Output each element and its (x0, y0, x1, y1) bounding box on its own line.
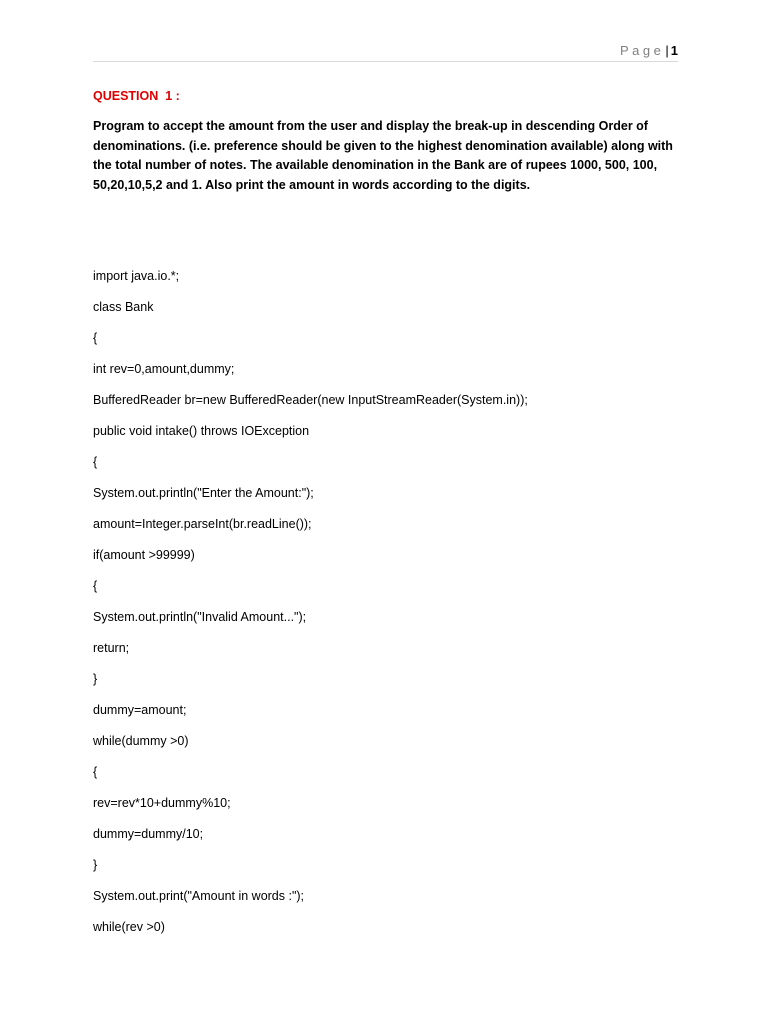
code-line: import java.io.*; (93, 269, 180, 283)
code-line: { (93, 579, 98, 593)
code-line: System.out.println("Enter the Amount:"); (93, 486, 314, 500)
code-line: dummy=dummy/10; (93, 827, 204, 841)
code-line: int rev=0,amount,dummy; (93, 362, 235, 376)
code-line: rev=rev*10+dummy%10; (93, 796, 231, 810)
code-line: class Bank (93, 300, 154, 314)
code-line: } (93, 672, 98, 686)
code-line: System.out.println("Invalid Amount..."); (93, 610, 307, 624)
code-line: { (93, 331, 98, 345)
code-line: public void intake() throws IOException (93, 424, 310, 438)
code-line: { (93, 455, 98, 469)
page-separator: | (665, 43, 669, 58)
question-text: Program to accept the amount from the user and display the break-up in descending Order of denominations. (i.e. preference should be given to the highest denomination available) along with the total number of notes. The available denomination in the Bank are of rupees 1000, 500, 100, 50,20,10,5,2 and 1. Also print the amount in words according to the digits. (93, 119, 673, 192)
code-line: dummy=amount; (93, 703, 187, 717)
code-line: amount=Integer.parseInt(br.readLine()); (93, 517, 312, 531)
code-line: return; (93, 641, 130, 655)
page-header (93, 41, 678, 62)
code-line: { (93, 765, 98, 779)
page-number: 1 (670, 43, 678, 58)
code-line: BufferedReader br=new BufferedReader(new InputStreamReader(System.in)); (93, 393, 528, 407)
code-block (93, 267, 528, 949)
code-line: } (93, 858, 98, 872)
page-indicator (620, 43, 678, 59)
code-line: if(amount >99999) (93, 548, 195, 562)
page-word: Page (620, 43, 665, 58)
code-line: while(dummy >0) (93, 734, 189, 748)
question-title: QUESTION 1 : (93, 89, 180, 103)
code-line: System.out.print("Amount in words :"); (93, 889, 305, 903)
code-line: while(rev >0) (93, 920, 165, 934)
